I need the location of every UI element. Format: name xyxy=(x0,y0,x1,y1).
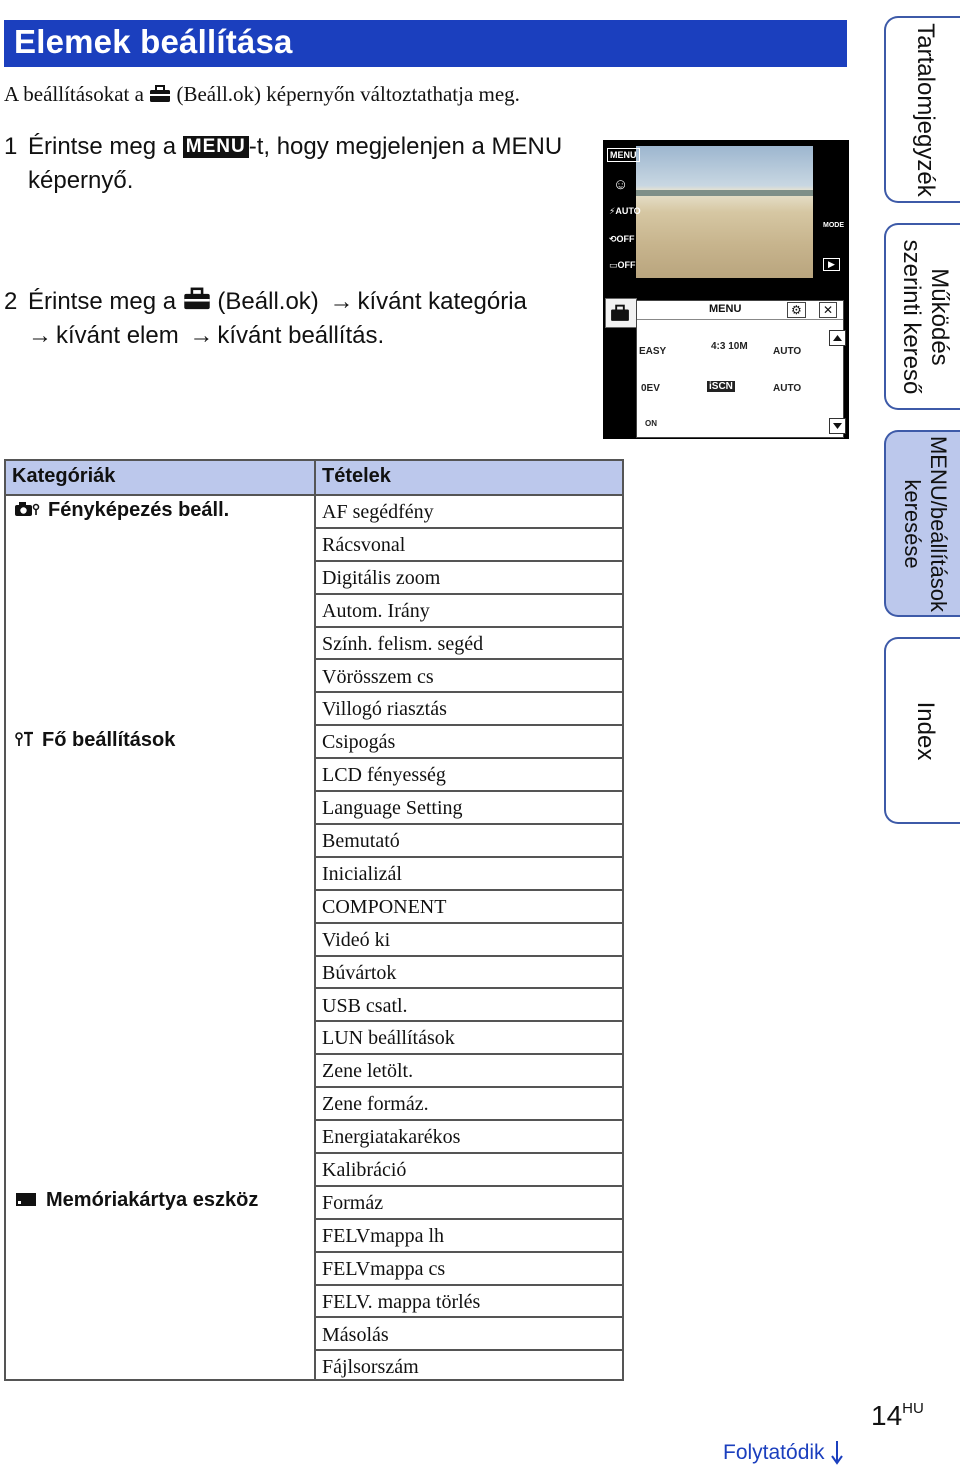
left-button-column xyxy=(603,140,641,280)
tab-label: MENU/beállítások keresése xyxy=(900,435,951,612)
tab-menu-settings-search[interactable] xyxy=(884,430,960,617)
burst-icon[interactable]: ▭OFF xyxy=(609,260,636,270)
category-memory-card xyxy=(14,1189,258,1212)
smile-icon[interactable]: ☺ xyxy=(613,176,629,193)
item-label: AF segédfény xyxy=(322,501,434,523)
item-label: USB csatl. xyxy=(322,994,408,1017)
item-label: FELVmappa lh xyxy=(322,1224,445,1247)
table-row xyxy=(316,1154,622,1187)
triangle-up-icon xyxy=(830,331,845,345)
item-label: Autom. Irány xyxy=(322,599,430,622)
page-number xyxy=(871,1400,924,1432)
table-row xyxy=(316,661,622,694)
close-icon[interactable]: ✕ xyxy=(819,302,837,318)
item-label: Inicializál xyxy=(322,862,402,885)
menu-header xyxy=(637,301,843,320)
item-label: FELV. mappa törlés xyxy=(322,1290,481,1313)
arrow-right-icon: → xyxy=(189,322,214,349)
playback-icon[interactable]: ▶ xyxy=(823,258,840,271)
toolbox-icon xyxy=(149,85,171,103)
right-button-column xyxy=(815,140,849,280)
table-row xyxy=(316,562,622,595)
image-size-item[interactable]: 4:3 10M xyxy=(711,341,748,352)
category-label: Memóriakártya eszköz xyxy=(46,1189,259,1211)
continue-label: Folytatódik xyxy=(723,1441,825,1464)
table-row xyxy=(316,792,622,825)
title-bar xyxy=(4,20,847,67)
table-row xyxy=(316,1055,622,1088)
step-2-mid: (Beáll.ok) xyxy=(217,288,319,315)
scene-auto-item[interactable]: AUTO xyxy=(773,346,802,357)
item-label: LCD fényesség xyxy=(322,764,446,787)
table-row xyxy=(316,1220,622,1253)
table-row xyxy=(316,825,622,858)
self-timer-icon[interactable]: ⟲OFF xyxy=(609,234,635,244)
ev-item[interactable]: 0EV xyxy=(641,383,660,394)
menu-badge: MENU xyxy=(183,136,249,158)
table-row xyxy=(316,529,622,562)
item-label: Fájlsorszám xyxy=(322,1356,419,1379)
table-row xyxy=(316,1121,622,1154)
face-detect-item[interactable]: AUTO xyxy=(773,383,802,394)
item-label: LUN beállítások xyxy=(322,1027,455,1050)
item-label: FELVmappa cs xyxy=(322,1257,446,1280)
settings-table xyxy=(4,459,624,1381)
step-2-category: kívánt kategória xyxy=(357,288,527,315)
menu-panel xyxy=(636,300,844,438)
item-label: Bemutató xyxy=(322,830,400,852)
table-row xyxy=(316,858,622,891)
category-label: Fényképezés beáll. xyxy=(48,499,230,521)
table-row xyxy=(316,595,622,628)
step-number: 2 xyxy=(4,288,18,315)
table-row xyxy=(316,496,622,529)
scroll-up-button[interactable] xyxy=(829,330,846,346)
camera-screen xyxy=(603,140,849,439)
item-label: Zene letölt. xyxy=(322,1060,414,1083)
category-main-settings xyxy=(14,729,175,752)
tab-label: Tartalomjegyzék xyxy=(912,22,939,197)
table-row xyxy=(316,1351,622,1384)
item-label: Formáz xyxy=(322,1191,384,1214)
item-label: Zene formáz. xyxy=(322,1093,429,1116)
step-2-item: kívánt elem xyxy=(56,322,179,349)
flash-icon[interactable]: ⚡AUTO xyxy=(609,206,641,216)
arrow-right-icon: → xyxy=(28,322,52,349)
table-row xyxy=(316,891,622,924)
header-categories: Kategóriák xyxy=(12,465,116,487)
item-label: Rácsvonal xyxy=(322,533,406,556)
menu-button[interactable]: MENU xyxy=(607,148,640,162)
step-1-after: -t, hogy megjelenjen a MENU képernyő. xyxy=(28,133,563,194)
step-1-body xyxy=(28,130,598,198)
page-suffix: HU xyxy=(902,1400,924,1417)
toolbox-icon xyxy=(606,299,634,325)
tab-operation-search[interactable] xyxy=(884,223,960,410)
camera-settings-icon xyxy=(14,500,40,518)
item-label: Vörösszem cs xyxy=(322,665,434,688)
grid-on-item[interactable]: ON xyxy=(645,419,657,428)
table-row xyxy=(316,924,622,957)
arrow-right-icon: → xyxy=(329,288,354,315)
item-label: Digitális zoom xyxy=(322,566,441,589)
mode-button[interactable]: MODE xyxy=(823,222,844,229)
tab-label: Működés szerinti kereső xyxy=(898,239,953,394)
item-label: Language Setting xyxy=(322,797,463,820)
step-2-body xyxy=(28,285,598,353)
menu-title: MENU xyxy=(709,303,742,315)
iscn-item[interactable]: iSCN xyxy=(709,381,733,392)
item-label: Videó ki xyxy=(322,928,391,951)
arrow-down-icon xyxy=(830,1441,844,1465)
item-label: Energiatakarékos xyxy=(322,1126,461,1149)
table-row xyxy=(316,693,622,726)
gear-icon[interactable]: ⚙ xyxy=(787,302,806,318)
table-row xyxy=(316,726,622,759)
table-row xyxy=(316,1022,622,1055)
table-row xyxy=(316,1187,622,1220)
main-settings-icon xyxy=(14,730,34,748)
tab-contents[interactable] xyxy=(884,16,960,203)
step-1-before: Érintse meg a xyxy=(28,133,177,160)
table-row xyxy=(316,1253,622,1286)
toolbox-icon xyxy=(183,287,211,311)
tab-label: Index xyxy=(912,701,939,760)
item-label: COMPONENT xyxy=(322,895,447,918)
step-2-setting: kívánt beállítás. xyxy=(217,322,385,349)
category-label: Fő beállítások xyxy=(42,729,176,751)
tab-index[interactable] xyxy=(884,637,960,824)
easy-mode-item[interactable]: EASY xyxy=(639,346,667,357)
scroll-down-button[interactable] xyxy=(829,418,846,434)
triangle-down-icon xyxy=(830,419,845,433)
table-row xyxy=(316,1319,622,1352)
page-title: Elemek beállítása xyxy=(14,23,293,60)
step-2 xyxy=(4,285,604,355)
item-label: Másolás xyxy=(322,1323,389,1346)
intro-text xyxy=(4,82,520,107)
continue-link[interactable] xyxy=(723,1441,844,1465)
table-row xyxy=(316,990,622,1023)
item-label: Csipogás xyxy=(322,731,396,754)
item-label: Szính. felism. segéd xyxy=(322,632,484,655)
table-row xyxy=(316,1286,622,1319)
toolbox-button[interactable] xyxy=(605,298,637,328)
step-2-before: Érintse meg a xyxy=(28,288,177,315)
intro-before: A beállításokat a xyxy=(4,82,144,106)
preview-photo xyxy=(636,146,813,278)
item-label: Villogó riasztás xyxy=(322,698,447,721)
step-number: 1 xyxy=(4,133,18,160)
memory-card-icon xyxy=(14,1190,38,1208)
table-row xyxy=(316,628,622,661)
step-1 xyxy=(4,130,604,200)
intro-after: (Beáll.ok) képernyőn változtathatja meg. xyxy=(176,82,520,106)
item-label: Búvártok xyxy=(322,961,397,984)
table-row xyxy=(316,957,622,990)
table-row xyxy=(316,1088,622,1121)
item-label: Kalibráció xyxy=(322,1159,407,1181)
table-row xyxy=(316,759,622,792)
header-items: Tételek xyxy=(322,465,391,487)
category-shooting xyxy=(14,499,229,522)
page-number-value: 14 xyxy=(871,1400,903,1431)
